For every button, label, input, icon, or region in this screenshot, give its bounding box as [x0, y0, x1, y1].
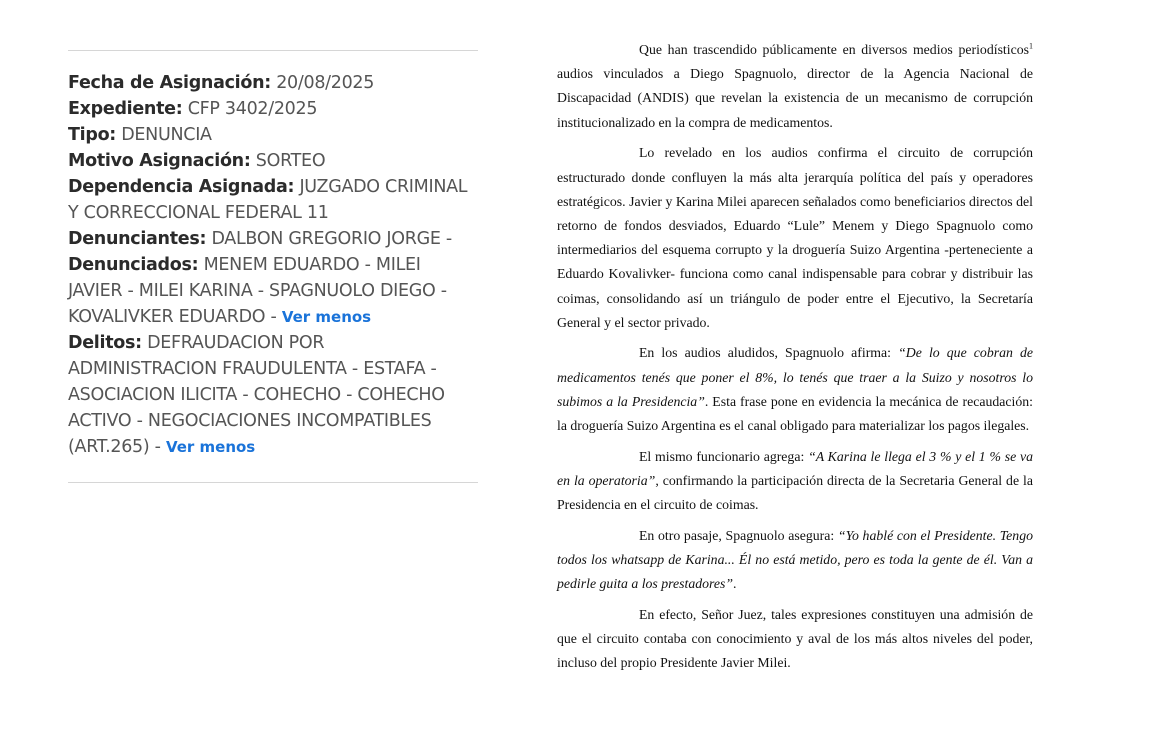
- paragraph-3-pre: En los audios aludidos, Spagnuolo afirma:: [639, 345, 899, 361]
- paragraph-4-pre: El mismo funcionario agrega:: [639, 448, 809, 464]
- motivo-field: [68, 148, 478, 174]
- paragraph-5-pre: En otro pasaje, Spagnuolo asegura:: [639, 527, 838, 543]
- paragraph-3-post: . Esta frase pone en evidencia la mecánica de recaudación: la droguería Suizo Argentina es el canal obligado para materializar los pagos ilegales.: [557, 393, 1033, 434]
- denunciados-ver-menos-link[interactable]: Ver menos: [281, 308, 372, 326]
- paragraph-4-quote: “A Karina le llega el 3 % y el 1 % se va en la operatoria”: [557, 448, 1033, 488]
- paragraph-1-text: Que han trascendido públicamente en diversos medios periodísticos: [639, 42, 1029, 57]
- denunciados-value: MENEM EDUARDO - MILEI JAVIER - MILEI KARINA - SPAGNUOLO DIEGO - KOVALIVKER EDUARDO -: [68, 255, 447, 327]
- expediente-value: CFP 3402/2025: [187, 99, 318, 119]
- paragraph-5: [557, 524, 1033, 597]
- expediente-label: Expediente:: [68, 99, 183, 119]
- paragraph-6: En efecto, Señor Juez, tales expresiones constituyen una admisión de que el circuito contaba con conocimiento y aval de los más altos niveles del poder, incluso del propio Presidente Javier Milei.: [557, 606, 1033, 671]
- paragraph-4-post: , confirmando la participación directa de la Secretaria General de la Presidencia en el circuito de coimas.: [557, 472, 1033, 513]
- dependencia-field: [68, 174, 478, 226]
- motivo-label: Motivo Asignación:: [68, 151, 251, 171]
- delitos-value: DEFRAUDACION POR ADMINISTRACION FRAUDULENTA - ESTAFA - ASOCIACION ILICITA - COHECHO - COHECHO ACTIVO - NEGOCIACIONES INCOMPATIBLES (ART.265) -: [68, 333, 445, 457]
- paragraph-1: [557, 38, 1033, 135]
- paragraph-3-quote: “De lo que cobran de medicamentos tenés que poner el 8%, lo tenés que traer a la Suizo y nosotros lo subimos a la Presidencia”: [557, 345, 1033, 409]
- tipo-label: Tipo:: [68, 125, 116, 145]
- fecha-asignacion-value: 20/08/2025: [276, 73, 375, 93]
- paragraph-5-post: .: [733, 576, 737, 592]
- denunciados-label: Denunciados:: [68, 255, 199, 275]
- delitos-field: [68, 330, 478, 460]
- tipo-value: DENUNCIA: [121, 125, 212, 145]
- denunciantes-field: [68, 226, 478, 252]
- denunciados-field: [68, 252, 478, 330]
- dependencia-value: JUZGADO CRIMINAL Y CORRECCIONAL FEDERAL 11: [68, 177, 468, 223]
- paragraph-4: [557, 445, 1033, 518]
- case-info-panel: [68, 50, 478, 483]
- fecha-asignacion-label: Fecha de Asignación:: [68, 73, 271, 93]
- denunciantes-value: DALBON GREGORIO JORGE -: [211, 229, 452, 249]
- fecha-asignacion-field: [68, 70, 478, 96]
- paragraph-2: Lo revelado en los audios confirma el circuito de corrupción estructurado donde confluyen la más alta jerarquía política del país y operadores estratégicos. Javier y Karina Milei aparecen señalados como beneficiarios directos del retorno de fondos desviados, Eduardo “Lule” Menem y Diego Spagnuolo como intermediarios del esquema corrupto y la droguería Suizo Argentina -perteneciente a Eduardo Kovalivker- funciona como canal indispensable para cobrar y distribuir las coimas, consolidando así un triángulo de poder entre el Ejecutivo, la Secretaría General y el sector privado.: [557, 145, 1033, 330]
- footnote-marker: 1: [1029, 41, 1033, 51]
- expediente-field: [68, 96, 478, 122]
- dependencia-label: Dependencia Asignada:: [68, 177, 295, 197]
- denunciantes-label: Denunciantes:: [68, 229, 207, 249]
- delitos-ver-menos-link[interactable]: Ver menos: [165, 438, 256, 456]
- document-page: [557, 38, 1033, 682]
- paragraph-5-quote: “Yo hablé con el Presidente. Tengo todos los whatsapp de Karina... Él no está metido, pero es toda la gente de él. Van a pedirle guita a los prestadores”: [557, 527, 1033, 592]
- motivo-value: SORTEO: [255, 151, 326, 171]
- paragraph-1-text-cont: audios vinculados a Diego Spagnuolo, director de la Agencia Nacional de Discapacidad (ANDIS) que revelan la existencia de un mecanismo de corrupción institucionalizado en la compra de medicamentos.: [557, 66, 1033, 130]
- delitos-label: Delitos:: [68, 333, 142, 353]
- paragraph-3: [557, 341, 1033, 438]
- tipo-field: [68, 122, 478, 148]
